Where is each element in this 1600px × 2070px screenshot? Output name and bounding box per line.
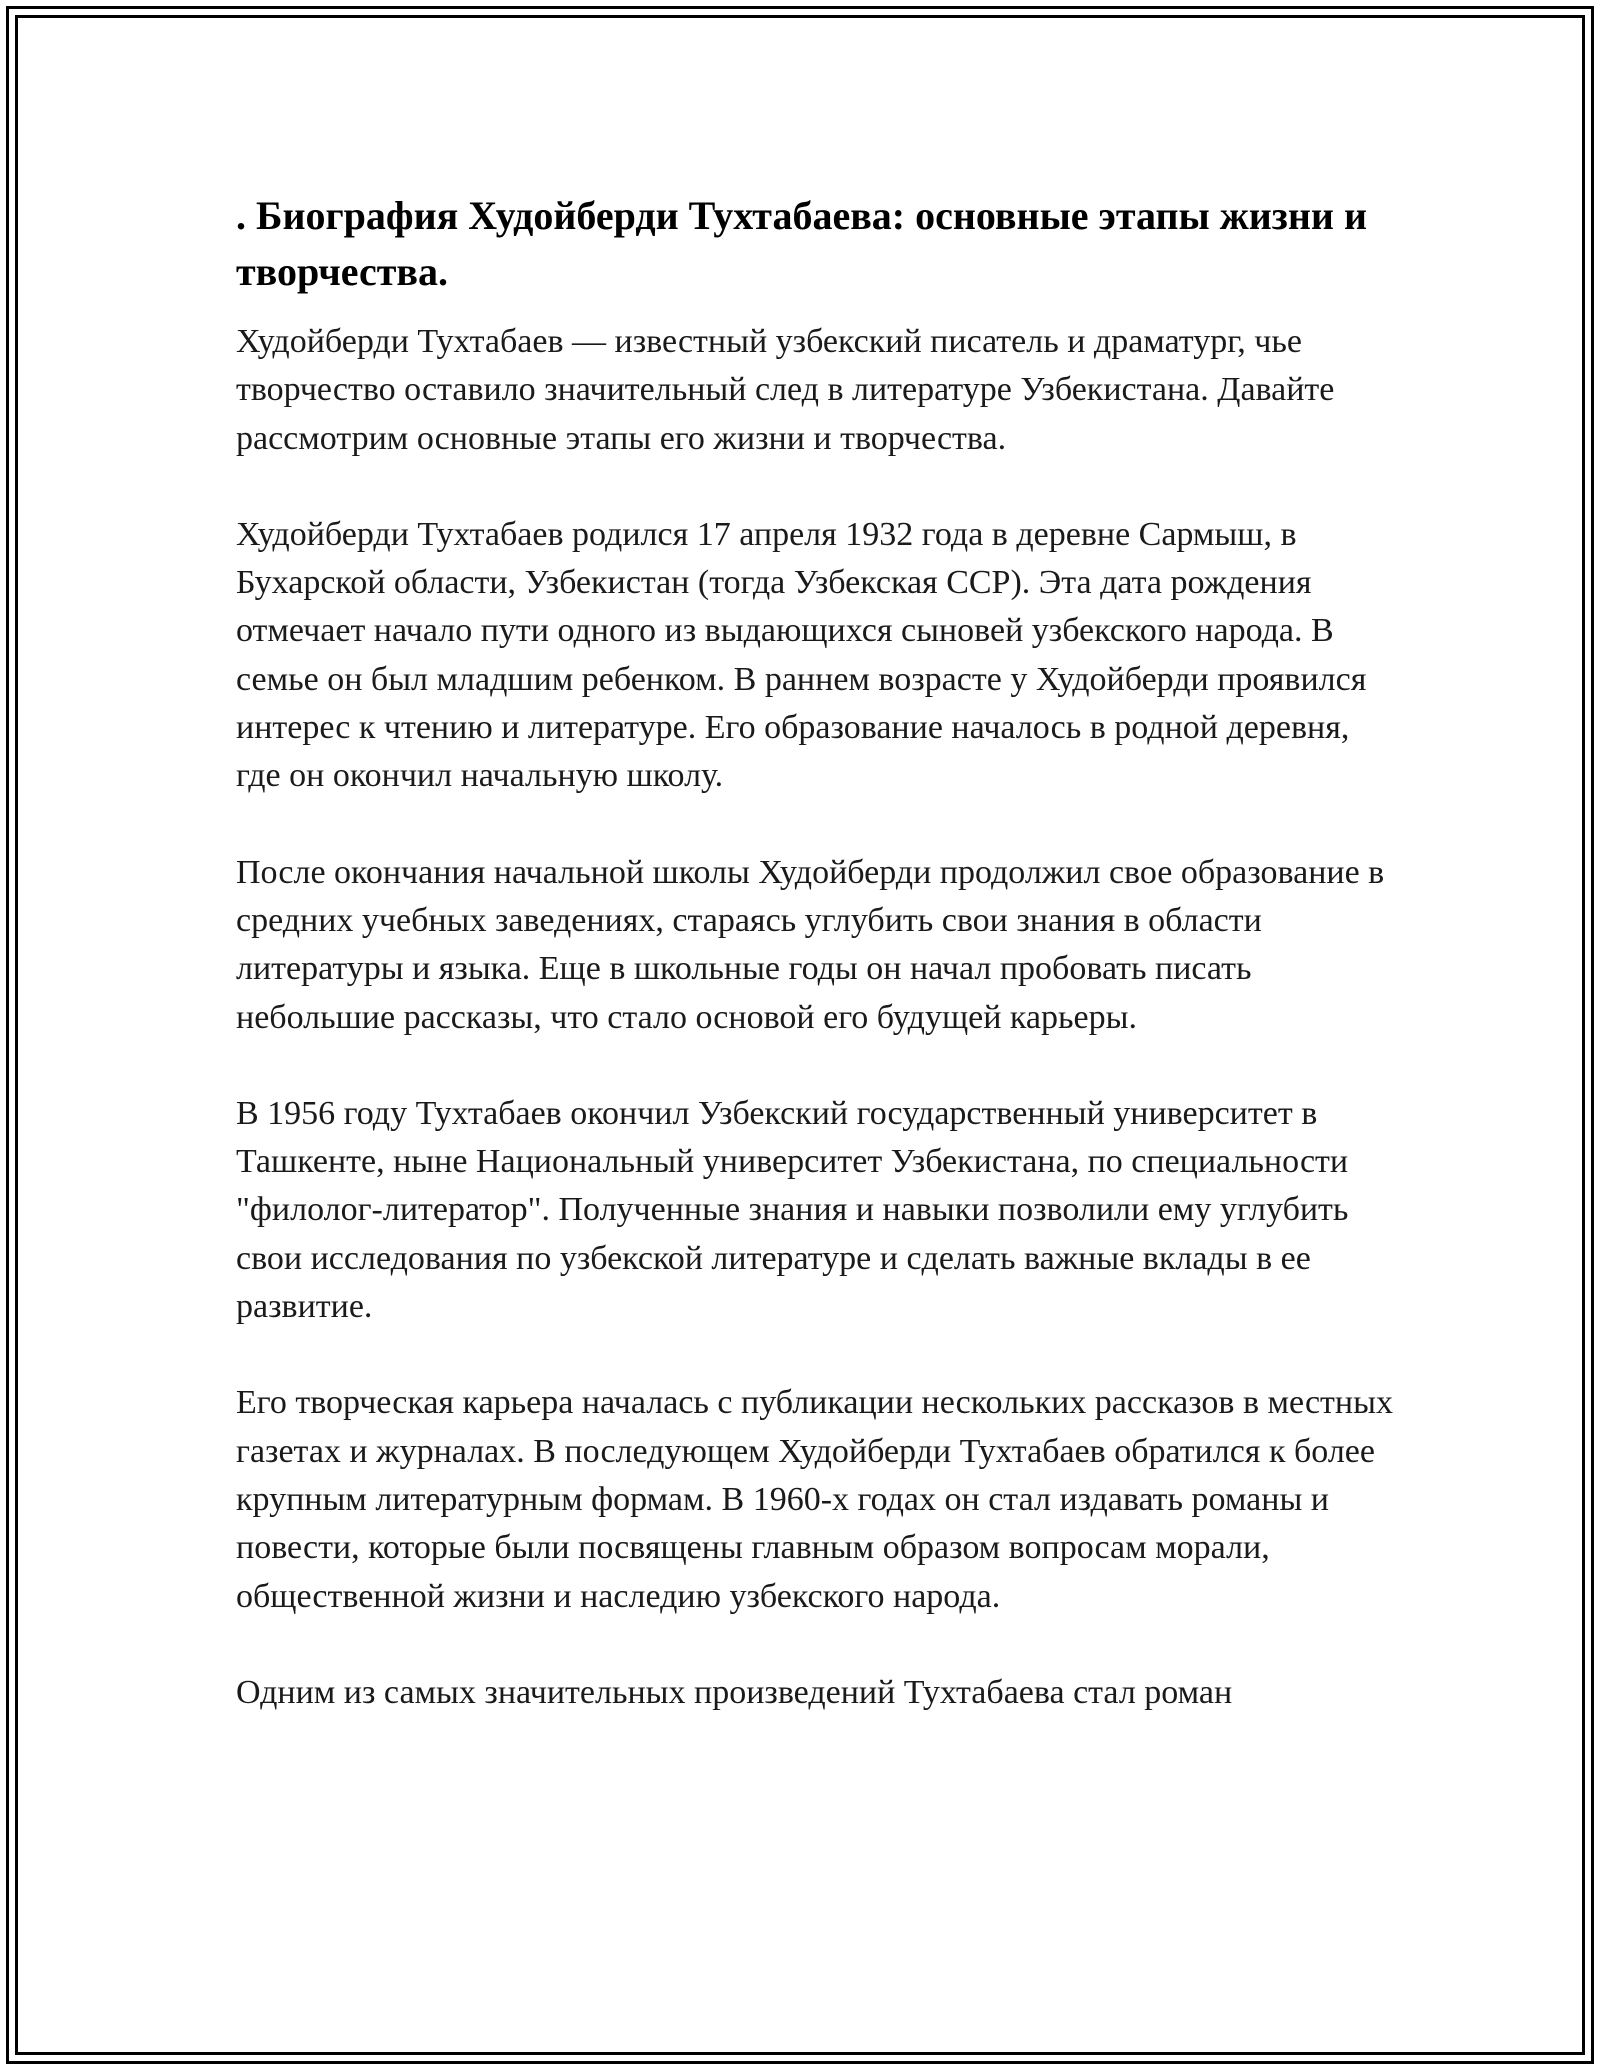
paragraph-intro: Худойберди Тухтабаев — известный узбекский писатель и драматург, чье творчество оставило значительный след в литературе Узбекистана. Давайте рассмотрим основные этапы его жизни и творчества. [236, 323, 1335, 457]
paragraph-birth: Худойберди Тухтабаев родился 17 апреля 1932 года в деревне Сармыш, в Бухарской области, Узбекистан (тогда Узбекская ССР). Эта дата рождения отмечает начало пути одного из выдающихся сыновей узбекского народа. В семье он был младшим ребенком. В раннем возрасте у Худойберди проявился интерес к чтению и литературе. Его образование началось в родной деревня, где он окончил начальную школу. [236, 515, 1367, 795]
document-page [236, 188, 1396, 1765]
paragraph-university: В 1956 году Тухтабаев окончил Узбекский государственный университет в Ташкенте, ныне Национальный университет Узбекистана, по специальности "филолог-литератор". Полученные знания и навыки позволили ему углубить свои исследования по узбекской литературе и сделать важные вклады в ее развитие. [236, 1094, 1349, 1326]
paragraph-career: Его творческая карьера началась с публикации нескольких рассказов в местных газетах и журналах. В последующем Худойберди Тухтабаев обратился к более крупным литературным формам. В 1960-х годах он стал издавать романы и повести, которые были посвящены главным образом вопросам морали, общественной жизни и наследию узбекского народа. [236, 1384, 1393, 1615]
paragraph-education: После окончания начальной школы Худойберди продолжил свое образование в средних учебных заведениях, стараясь углубить свои знания в области литературы и языка. Еще в школьные годы он начал пробовать писать небольшие рассказы, что стало основой его будущей карьеры. [236, 853, 1385, 1036]
paragraph-major-work: Одним из самых значительных произведений Тухтабаева стал роман [236, 1673, 1233, 1711]
document-title: . Биография Худойберди Тухтабаева: основные этапы жизни и творчества. [236, 193, 1367, 294]
